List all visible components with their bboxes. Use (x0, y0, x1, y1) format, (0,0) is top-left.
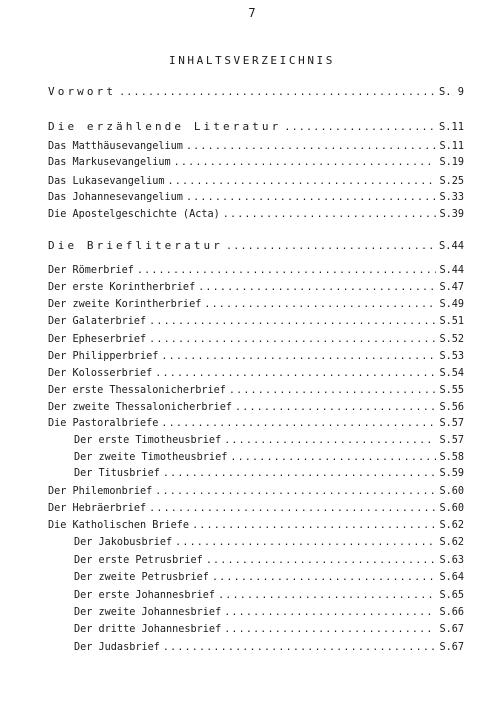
toc-entry-page: S.57 (439, 435, 464, 446)
toc-entry (48, 518, 464, 534)
toc-entry-label: Der Römerbrief (48, 265, 134, 276)
toc-entry-page: S.67 (439, 642, 464, 653)
toc-entry-page: S.44 (439, 265, 464, 276)
toc-entry-label: Das Matthäusevangelium (48, 141, 183, 152)
dot-leader (223, 207, 437, 223)
toc-entry-page: S.58 (439, 452, 464, 463)
toc-entry-label: Der zweite Korintherbrief (48, 299, 202, 310)
toc-entry-page: S.57 (439, 418, 464, 429)
toc-entry-page: S.39 (439, 209, 464, 220)
toc-entry-label: Der Judasbrief (74, 642, 160, 653)
dot-leader (224, 433, 436, 449)
toc-title: INHALTSVERZEICHNIS (168, 54, 335, 67)
toc-entry (48, 366, 464, 382)
dot-leader (186, 190, 437, 206)
toc-entry-page: S.67 (439, 624, 464, 635)
dot-leader (163, 640, 437, 656)
toc-entry (48, 501, 464, 517)
toc-entry (74, 588, 464, 604)
dot-leader (161, 349, 436, 365)
dot-leader (155, 366, 436, 382)
dot-leader (230, 450, 436, 466)
dot-leader (224, 622, 436, 638)
toc-entry-page: S.52 (439, 334, 464, 345)
toc-entry (48, 190, 464, 206)
toc-entry-label: Vorwort (48, 85, 117, 98)
toc-entry-label: Der zweite Johannesbrief (74, 607, 222, 618)
dot-leader (174, 155, 437, 171)
toc-entry (74, 622, 464, 638)
toc-entry (48, 155, 464, 171)
toc-entry-page: S.59 (439, 468, 464, 479)
dot-leader (149, 332, 436, 348)
toc-entry (48, 349, 464, 365)
dot-leader (161, 416, 436, 432)
toc-entry-label: Der erste Timotheusbrief (74, 435, 222, 446)
dot-leader (186, 139, 437, 155)
dot-leader (218, 588, 436, 604)
dot-leader (229, 383, 437, 399)
page-number: 7 (248, 6, 256, 20)
toc-entry (48, 139, 464, 155)
toc-entry-label: Der Philipperbrief (48, 351, 159, 362)
dot-leader (224, 605, 436, 621)
dot-leader (175, 535, 436, 551)
toc-entry-label: Der Kolosserbrief (48, 368, 153, 379)
toc-entry (48, 263, 464, 279)
toc-entry (48, 383, 464, 399)
toc-entry-label: Der zweite Timotheusbrief (74, 452, 228, 463)
toc-entry-label: Die erzählende Literatur (48, 120, 282, 133)
dot-leader (149, 314, 436, 330)
toc-entry-label: Das Lukasevangelium (48, 176, 165, 187)
toc-entry-label: Die Katholischen Briefe (48, 520, 190, 531)
toc-entry-page: S.63 (439, 555, 464, 566)
toc-entry-label: Der Hebräerbrief (48, 503, 147, 514)
toc-entry-page: S.62 (439, 537, 464, 548)
toc-entry-page: S.55 (439, 385, 464, 396)
toc-entry-page: S.19 (439, 157, 464, 168)
dot-leader (226, 239, 436, 255)
toc-entry-label: Der Jakobusbrief (74, 537, 173, 548)
toc-entry (48, 484, 464, 500)
dot-leader (149, 501, 436, 517)
dot-leader (155, 484, 436, 500)
dot-leader (168, 174, 437, 190)
toc-entry (48, 297, 464, 313)
toc-entry-label: Das Markusevangelium (48, 157, 171, 168)
dot-leader (204, 297, 436, 313)
toc-entry-label: Der Epheserbrief (48, 334, 147, 345)
toc-entry (74, 605, 464, 621)
toc-entry-label: Die Pastoralbriefe (48, 418, 159, 429)
toc-entry-page: S.65 (439, 590, 464, 601)
dot-leader (192, 518, 436, 534)
toc-entry-page: S.33 (439, 192, 464, 203)
dot-leader (284, 120, 436, 136)
toc-entry-label: Das Johannesevangelium (48, 192, 183, 203)
toc-entry-page: S.60 (439, 503, 464, 514)
toc-entry-page: S.64 (439, 572, 464, 583)
dot-leader (119, 85, 436, 101)
toc-entry-label: Der Philemonbrief (48, 486, 153, 497)
toc-entry (74, 570, 464, 586)
toc-entry-label: Der Galaterbrief (48, 316, 147, 327)
dot-leader (212, 570, 437, 586)
toc-entry-label: Der erste Thessalonicherbrief (48, 385, 226, 396)
toc-entry-page: S. 9 (438, 86, 464, 98)
dot-leader (235, 400, 436, 416)
toc-entry (48, 174, 464, 190)
toc-entry-page: S.51 (439, 316, 464, 327)
toc-entry-label: Der zweite Thessalonicherbrief (48, 402, 233, 413)
toc-entry-page: S.47 (439, 282, 464, 293)
toc-entry (74, 553, 464, 569)
toc-entry-label: Der erste Korintherbrief (48, 282, 196, 293)
toc-entry-label: Der erste Johannesbrief (74, 590, 216, 601)
toc-entry-page: S.53 (439, 351, 464, 362)
toc-entry (74, 640, 464, 656)
toc-entry (48, 207, 464, 223)
toc-entry-page: S.11 (439, 141, 464, 152)
toc-entry (74, 535, 464, 551)
dot-leader (206, 553, 437, 569)
toc-entry-page: S.60 (439, 486, 464, 497)
toc-entry-label: Der erste Petrusbrief (74, 555, 203, 566)
dot-leader (163, 466, 437, 482)
toc-entry (74, 433, 464, 449)
dot-leader (198, 280, 436, 296)
toc-entry-page: S.56 (439, 402, 464, 413)
toc-entry (74, 450, 464, 466)
toc-entry (48, 332, 464, 348)
toc-entry-page: S.11 (438, 121, 464, 133)
toc-entry (48, 314, 464, 330)
toc-entry-page: S.54 (439, 368, 464, 379)
toc-section-heading (48, 119, 464, 135)
toc-entry-label: Der Titusbrief (74, 468, 160, 479)
toc-entry (74, 466, 464, 482)
toc-entry (48, 416, 464, 432)
toc-entry-label: Die Apostelgeschichte (Acta) (48, 209, 220, 220)
dot-leader (137, 263, 437, 279)
toc-entry-page: S.66 (439, 607, 464, 618)
toc-section-heading (48, 238, 464, 254)
toc-entry-page: S.49 (439, 299, 464, 310)
toc-entry-page: S.62 (439, 520, 464, 531)
toc-entry-page: S.44 (438, 240, 464, 252)
toc-entry-label: Der dritte Johannesbrief (74, 624, 222, 635)
toc-entry (48, 400, 464, 416)
toc-entry (48, 280, 464, 296)
toc-entry-label: Die Briefliteratur (48, 239, 224, 252)
toc-section-heading (48, 84, 464, 100)
toc-entry-label: Der zweite Petrusbrief (74, 572, 209, 583)
toc-entry-page: S.25 (439, 176, 464, 187)
